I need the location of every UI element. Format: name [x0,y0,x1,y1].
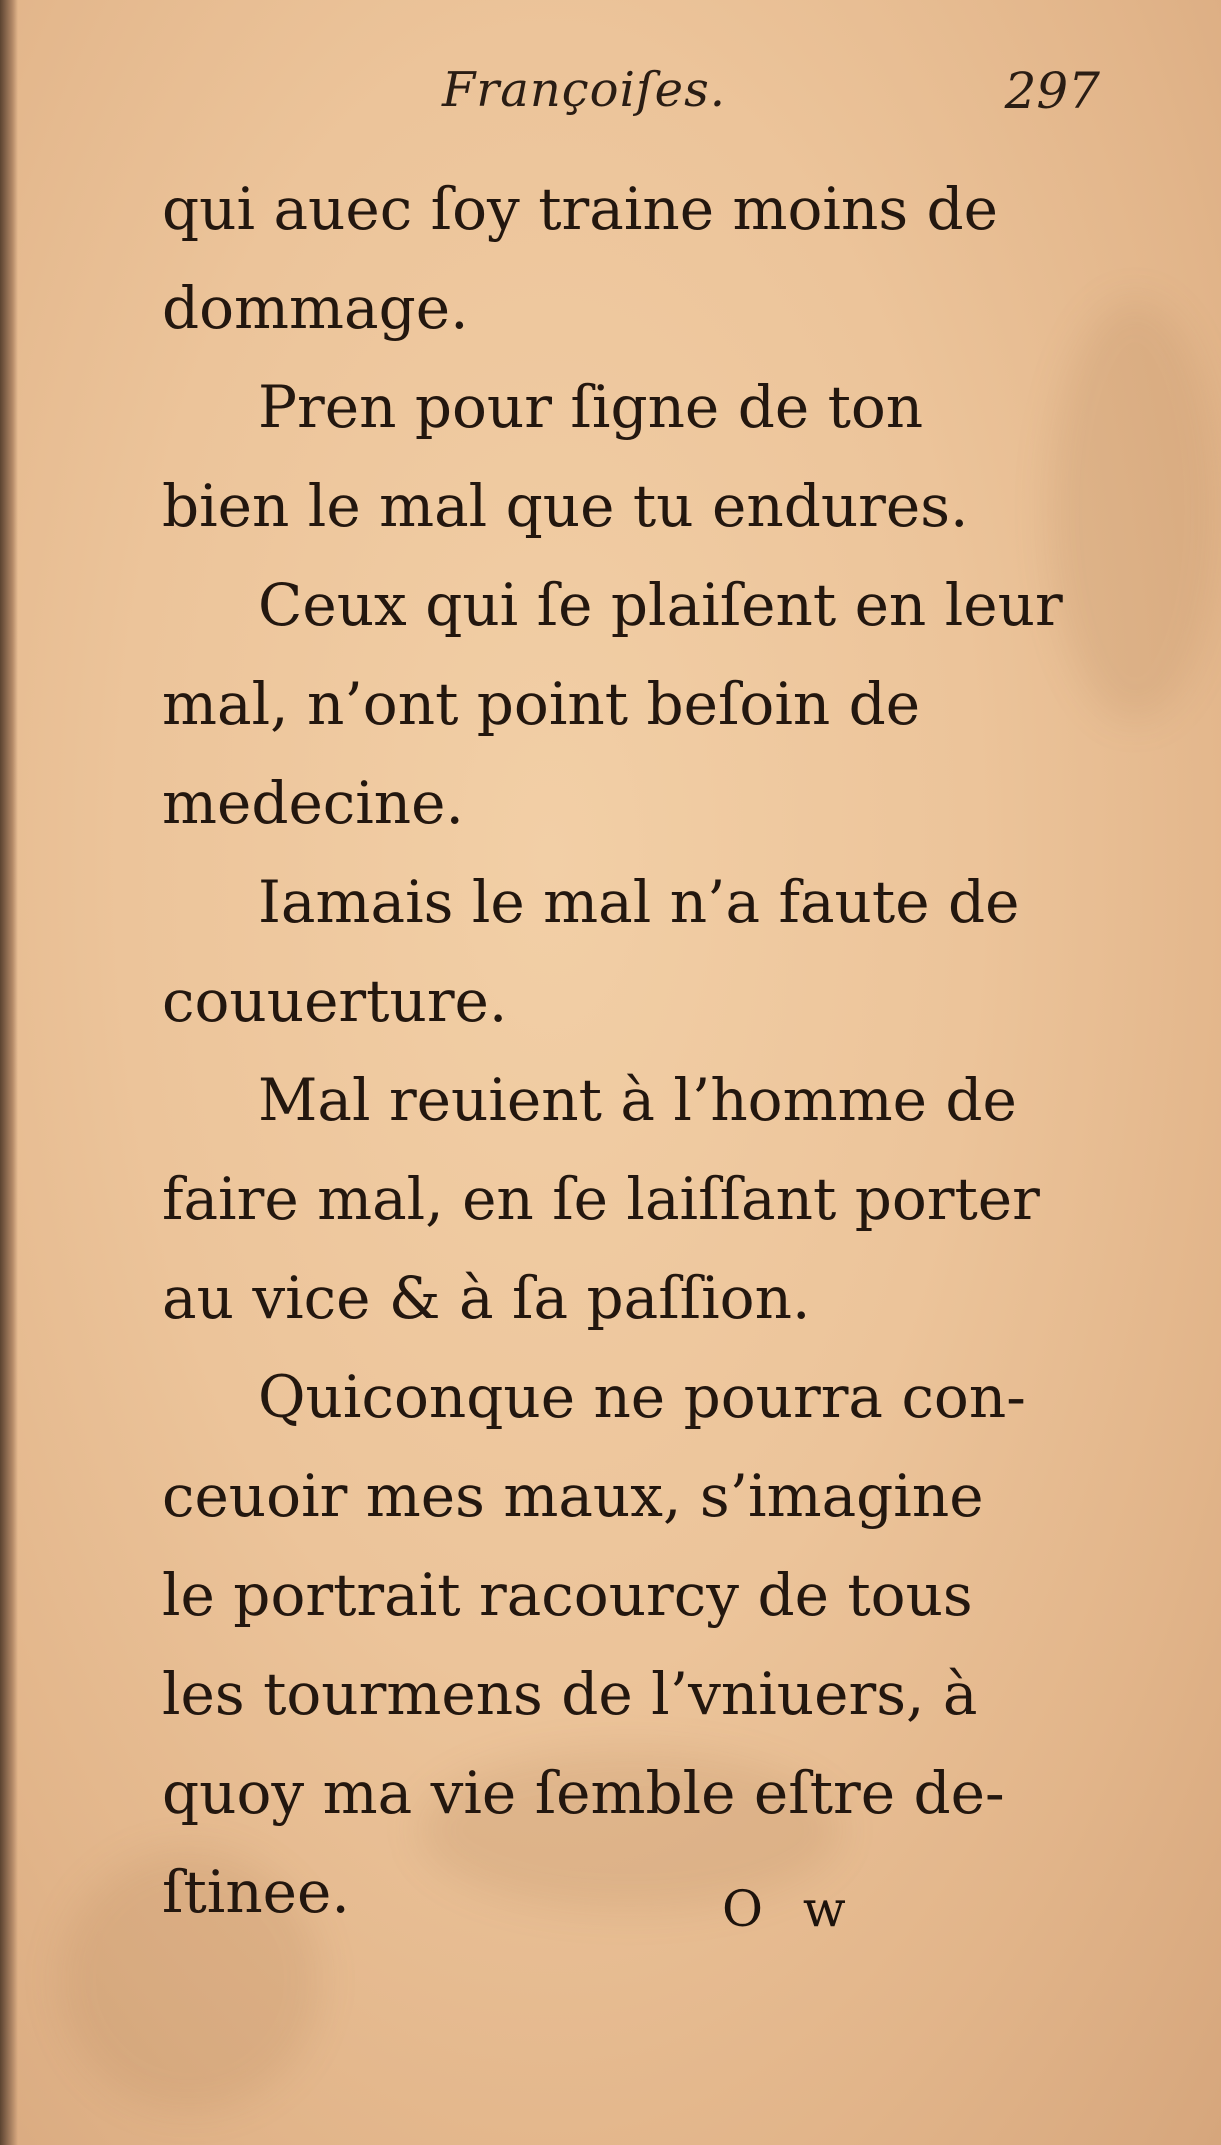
text-line: qui auec ſoy traine moins de [162,175,998,243]
text-line: les tourmens de l’vniuers, à [162,1660,978,1728]
text-line: ceuoir mes maux, s’imagine [162,1462,984,1530]
text-line: bien le mal que tu endures. [162,472,969,540]
text-line: Pren pour ſigne de ton [258,373,924,441]
text-line: dommage. [162,274,469,342]
page-number: 297 [1004,62,1100,120]
text-line: le portrait racourcy de tous [162,1561,973,1629]
text-line: couuerture. [162,967,508,1035]
page-header [160,62,1100,142]
text-line: mal, n’ont point beſoin de [162,670,921,738]
text-line: quoy ma vie ſemble eſtre de- [162,1759,1005,1827]
binding-gutter [0,0,18,2145]
text-line: medecine. [162,769,464,837]
text-line: Ceux qui ſe plaiſent en leur [258,571,1063,639]
text-line: faire mal, en ſe laiſſant porter [162,1165,1040,1233]
text-line: Quiconque ne pourra con- [258,1363,1026,1431]
text-line: Mal reuient à l’homme de [258,1066,1017,1134]
text-line: ſtinee. [162,1858,350,1926]
catchword: O w [722,1880,858,1938]
text-line: au vice & à ſa paſſion. [162,1264,811,1332]
text-line: Iamais le mal n’a faute de [258,868,1020,936]
running-title: Françoiſes. [442,62,726,118]
text-body [162,160,1122,1942]
